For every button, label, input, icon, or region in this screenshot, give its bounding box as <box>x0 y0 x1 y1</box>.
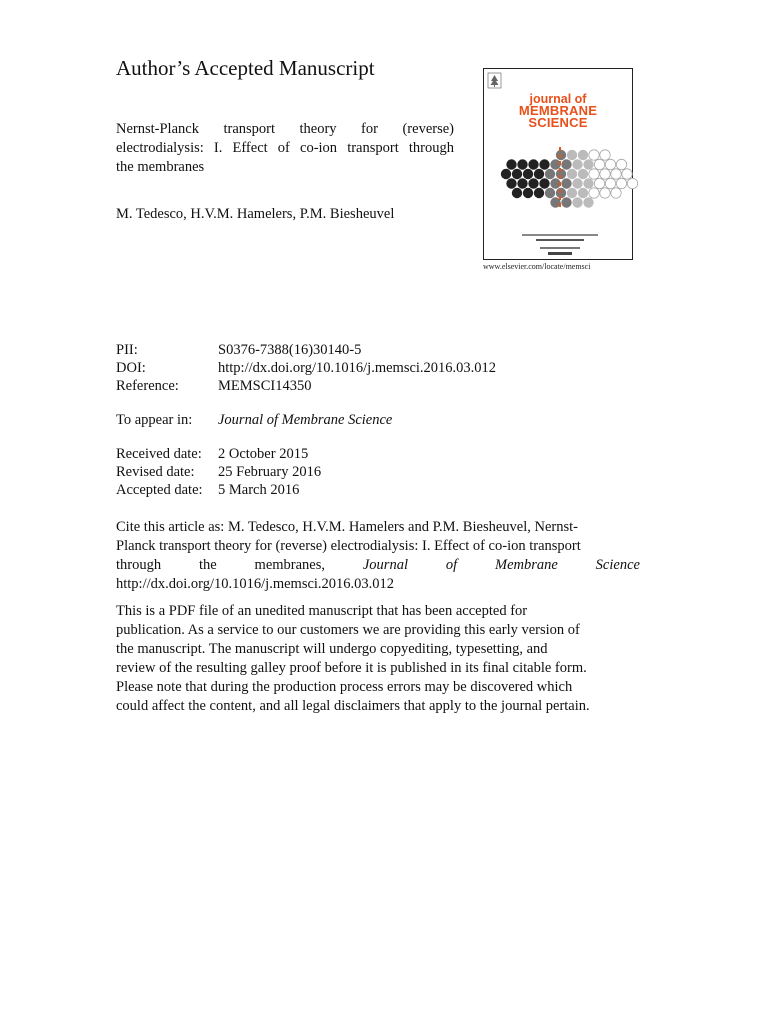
accepted-value: 5 March 2016 <box>218 482 300 498</box>
cover-dot <box>583 159 593 169</box>
cover-dot <box>594 178 604 188</box>
title-line: Nernst-Planck transport theory for (reverse) <box>116 121 454 137</box>
cover-fine-print <box>540 247 580 249</box>
cover-fine-print <box>536 239 584 241</box>
reference-value: MEMSCI14350 <box>218 378 312 394</box>
cover-dot <box>572 197 582 207</box>
citation-word: Membrane <box>494 557 558 573</box>
citation-word: Journal <box>362 557 408 573</box>
notice-line: the manuscript. The manuscript will undergo copyediting, typesetting, and <box>116 641 548 657</box>
title-line: electrodialysis: I. Effect of co-ion transport through <box>116 140 454 156</box>
cover-dot <box>506 159 516 169</box>
cover-dot <box>589 150 599 160</box>
accepted-label: Accepted date: <box>116 482 203 498</box>
cover-dot <box>600 188 610 198</box>
reference-label: Reference: <box>116 378 179 394</box>
journal-name-line: journal of <box>529 92 587 106</box>
notice-line: review of the resulting galley proof before it is published in its final citable form. <box>116 660 587 676</box>
journal-title: Journal of Membrane Science <box>218 412 393 428</box>
cover-dot <box>572 159 582 169</box>
cover-dot <box>578 150 588 160</box>
received-value: 2 October 2015 <box>218 446 309 462</box>
cover-dot <box>523 169 533 179</box>
cover-dot <box>561 178 571 188</box>
cover-dot <box>534 188 544 198</box>
notice-line: This is a PDF file of an unedited manuscript that has been accepted for <box>116 603 528 619</box>
cover-publisher-mark <box>548 252 572 255</box>
citation-line: Cite this article as: M. Tedesco, H.V.M. Hamelers and P.M. Biesheuvel, Nernst- <box>116 519 578 535</box>
cover-dot <box>512 188 522 198</box>
citation-word: through <box>116 557 162 573</box>
cover-dot <box>605 178 615 188</box>
cover-dot <box>572 178 582 188</box>
paper-title <box>116 120 454 177</box>
cover-dot <box>605 159 615 169</box>
citation-word: of <box>445 557 458 573</box>
cover-dot <box>600 150 610 160</box>
notice-line: could affect the content, and all legal disclaimers that apply to the journal pertain. <box>116 698 590 714</box>
cover-dot <box>611 169 621 179</box>
cover-dot <box>561 159 571 169</box>
cover-dot <box>545 188 555 198</box>
citation-word: Science <box>595 557 640 573</box>
pii-label: PII: <box>116 342 138 358</box>
cover-dot <box>578 169 588 179</box>
cover-graphic <box>498 147 622 267</box>
cover-dot <box>545 169 555 179</box>
cover-dot <box>567 188 577 198</box>
cover-dot <box>589 188 599 198</box>
doi-value[interactable]: http://dx.doi.org/10.1016/j.memsci.2016.03.012 <box>218 360 497 376</box>
cover-dot <box>517 178 527 188</box>
cover-dot <box>616 178 626 188</box>
cover-url: www.elsevier.com/locate/memsci <box>483 262 591 271</box>
citation-line: Planck transport theory for (reverse) electrodialysis: I. Effect of co-ion transport <box>116 538 581 554</box>
cover-dot <box>506 178 516 188</box>
notice-line: Please note that during the production process errors may be discovered which <box>116 679 573 695</box>
citation-doi-link[interactable]: http://dx.doi.org/10.1016/j.memsci.2016.03.012 <box>116 576 395 592</box>
revised-label: Revised date: <box>116 464 195 480</box>
doi-label: DOI: <box>116 360 146 376</box>
cover-dot <box>534 169 544 179</box>
cover-dot <box>523 188 533 198</box>
cover-dot <box>611 188 621 198</box>
citation-block <box>116 518 640 592</box>
cover-dot <box>539 159 549 169</box>
citation-word: membranes, <box>254 557 326 573</box>
cover-dot <box>578 188 588 198</box>
citation-line <box>116 556 640 575</box>
pii-value: S0376-7388(16)30140-5 <box>218 342 362 358</box>
cover-dot <box>517 159 527 169</box>
cover-dot <box>501 169 511 179</box>
citation-word: the <box>198 557 217 573</box>
cover-dot <box>528 178 538 188</box>
received-label: Received date: <box>116 446 202 462</box>
journal-name-line: MEMBRANE <box>518 103 598 118</box>
page-heading: Author’s Accepted Manuscript <box>116 56 375 80</box>
cover-dot <box>616 159 626 169</box>
title-line: the membranes <box>116 159 205 175</box>
journal-name-line: SCIENCE <box>528 115 588 130</box>
notice-line: publication. As a service to our customers we are providing this early version of <box>116 622 580 638</box>
cover-dot <box>622 169 632 179</box>
elsevier-tree-logo-icon <box>488 73 501 88</box>
cover-fine-print <box>522 234 598 236</box>
cover-dot <box>583 178 593 188</box>
cover-dot <box>561 197 571 207</box>
cover-dot <box>528 159 538 169</box>
cover-dot <box>594 159 604 169</box>
cover-dot <box>539 178 549 188</box>
cover-dot <box>600 169 610 179</box>
journal-name <box>484 93 632 129</box>
cover-dot <box>589 169 599 179</box>
cover-dot <box>627 178 637 188</box>
journal-cover <box>483 68 633 260</box>
cover-dot <box>583 197 593 207</box>
appear-label: To appear in: <box>116 412 193 428</box>
revised-value: 25 February 2016 <box>218 464 322 480</box>
manuscript-notice <box>116 602 640 716</box>
cover-dot <box>567 169 577 179</box>
cover-dot <box>567 150 577 160</box>
cover-dot <box>512 169 522 179</box>
author-list: M. Tedesco, H.V.M. Hamelers, P.M. Biesheuvel <box>116 206 395 222</box>
